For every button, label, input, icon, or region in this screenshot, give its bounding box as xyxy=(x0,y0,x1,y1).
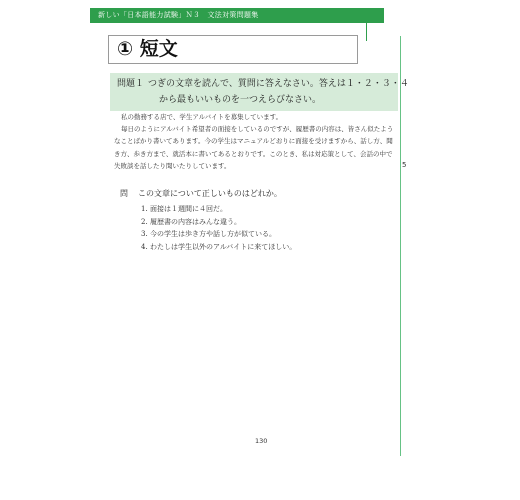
choice-text: 面接は１週間に４回だ。 xyxy=(150,205,227,213)
ask-label: 問 xyxy=(120,189,128,198)
answer-choices xyxy=(141,203,296,253)
question-text-1: つぎの文章を読んで、質問に答えなさい。答えは１・２・３・４ xyxy=(148,79,409,89)
answer-choice xyxy=(141,203,296,216)
page-number: 130 xyxy=(255,437,268,445)
answer-choice xyxy=(141,241,296,254)
question-text-2: から最もいいものを一つえらびなさい。 xyxy=(159,95,322,105)
passage-paragraph: 私の勤務する店で、学生アルバイトを募集しています。 xyxy=(121,113,283,121)
question-label: 問題１ xyxy=(117,79,145,89)
comprehension-question xyxy=(120,188,282,199)
choice-number: 3. xyxy=(141,230,148,239)
choice-text: 履歴書の内容はみんな違う。 xyxy=(150,217,241,226)
reading-passage xyxy=(114,111,398,172)
header-rule xyxy=(366,23,367,41)
choice-number: 4. xyxy=(141,242,148,251)
choice-number: 1. xyxy=(141,205,148,213)
answer-choice xyxy=(141,228,296,241)
book-header: 新しい「日本語能力試験」Ｎ３ 文法対策問題集 xyxy=(90,8,384,23)
question-line-1 xyxy=(117,76,409,92)
section-title: ① 短文 xyxy=(108,35,358,64)
ask-text: この文章について正しいものはどれか。 xyxy=(138,189,282,198)
margin-rule xyxy=(400,36,401,456)
line-number-marker: 5 xyxy=(402,161,407,169)
choice-text: 今の学生は歩き方や話し方が似ている。 xyxy=(150,230,276,239)
passage-paragraph: 毎日のようにアルバイト希望者の面接をしているのですが、履歴書の内容は、皆さん似たようなことばかり書いてあります。今の学生はマニュアルどおりに面接を受けますから、話し方、聞き方、歩き方まで、就活本に書いてあるとおりです。このとき、私は対応策として、会話の中で失敗談を話したり聞いたりしています。 xyxy=(114,125,394,170)
choice-number: 2. xyxy=(141,217,148,226)
question-instruction xyxy=(110,73,409,111)
choice-text: わたしは学生以外のアルバイトに来てほしい。 xyxy=(150,242,297,251)
answer-choice xyxy=(141,216,296,229)
